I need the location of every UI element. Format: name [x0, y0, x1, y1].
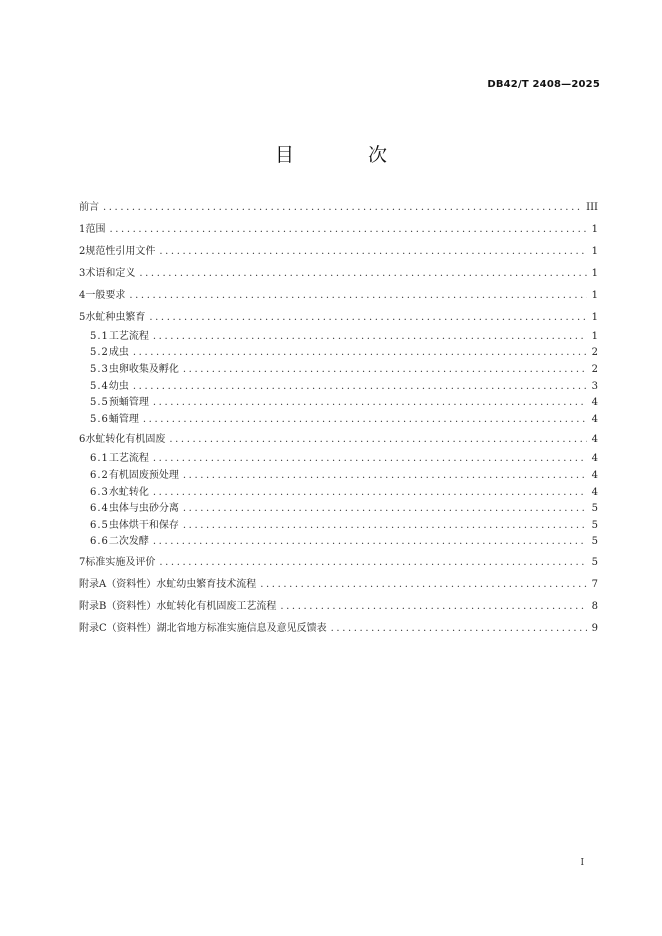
toc-number: 5.4: [90, 381, 109, 392]
toc-leader-dots: [153, 536, 587, 548]
toc-label: 前言: [79, 202, 99, 213]
toc-number: 3: [79, 268, 86, 279]
page-footer-number: I: [580, 858, 584, 868]
toc-number: 5.6: [90, 414, 109, 425]
toc-number: 5.5: [90, 397, 109, 408]
toc-number: 4: [79, 290, 86, 301]
toc-entry-4[interactable]: [79, 290, 598, 302]
toc-page-number: 4: [591, 414, 598, 425]
toc-page-number: 1: [591, 268, 598, 279]
toc-leader-dots: [183, 503, 587, 515]
toc-number: 5.2: [90, 347, 109, 358]
toc-label: 工艺流程: [108, 453, 149, 464]
toc-page-number: 1: [591, 224, 598, 235]
toc-entry-6-1[interactable]: [90, 453, 598, 465]
toc-entry-6-3[interactable]: [90, 487, 598, 499]
toc-leader-dots: [183, 364, 587, 376]
toc-label: 虫体烘干和保存: [108, 520, 179, 531]
toc-page-number: 2: [591, 347, 598, 358]
toc-leader-dots: [143, 414, 587, 426]
toc-entry-5-6[interactable]: [90, 414, 598, 426]
toc-entry-1[interactable]: [79, 224, 598, 236]
toc-number: 7: [79, 557, 86, 568]
toc-entry-6-6[interactable]: [90, 536, 598, 548]
toc-entry-5-3[interactable]: [90, 364, 598, 376]
toc-label: 虫体与虫砂分离: [108, 503, 179, 514]
toc-number: 1: [79, 224, 86, 235]
toc-entry-5-1[interactable]: [90, 331, 598, 343]
toc-label: 二次发酵: [108, 536, 149, 547]
toc-leader-dots: [183, 470, 587, 482]
toc-page-number: 1: [591, 312, 598, 323]
toc-page-number: 9: [591, 623, 598, 634]
page-title: 目 次: [274, 144, 422, 166]
toc-label: 工艺流程: [108, 331, 149, 342]
toc-entry-5-2[interactable]: [90, 347, 598, 359]
toc-label: 水虻转化有机固废工艺流程: [156, 601, 277, 612]
toc-entry-3[interactable]: [79, 268, 598, 280]
toc-label: 湖北省地方标准实施信息及意见反馈表: [156, 623, 327, 634]
toc-page-number: 4: [591, 434, 598, 445]
toc-leader-dots: [331, 623, 587, 635]
toc-page-number: 4: [591, 470, 598, 481]
toc-page-number: 7: [591, 579, 598, 590]
toc-entry-6-5[interactable]: [90, 520, 598, 532]
toc-label: 水虻幼虫繁育技术流程: [156, 579, 257, 590]
toc-page-number: 8: [591, 601, 598, 612]
toc-label: 虫卵收集及孵化: [108, 364, 179, 375]
toc-entry-5-5[interactable]: [90, 397, 598, 409]
toc-label: 蛹管理: [108, 414, 139, 425]
toc-leader-dots: [110, 224, 588, 236]
toc-entry-appendix-a[interactable]: [79, 579, 598, 591]
toc-entry-foreword[interactable]: [79, 202, 598, 214]
toc-leader-dots: [103, 202, 583, 214]
toc-entry-appendix-c[interactable]: [79, 623, 598, 635]
toc-page-number: 5: [591, 536, 598, 547]
toc-leader-dots: [133, 381, 587, 393]
toc-label: 标准实施及评价: [85, 557, 156, 568]
toc-number: 附录B（资料性）: [79, 601, 157, 612]
toc-leader-dots: [133, 347, 587, 359]
toc-number: 5.3: [90, 364, 109, 375]
toc-number: 6.2: [90, 470, 109, 481]
toc-entry-6[interactable]: [79, 434, 598, 446]
toc-leader-dots: [153, 397, 587, 409]
toc-page-number: 4: [591, 453, 598, 464]
toc-entry-5[interactable]: [79, 312, 598, 324]
toc-leader-dots: [183, 520, 587, 532]
toc-label: 幼虫: [108, 381, 129, 392]
toc-entry-5-4[interactable]: [90, 381, 598, 393]
toc-number: 5: [79, 312, 86, 323]
toc-entry-6-2[interactable]: [90, 470, 598, 482]
toc-entry-7[interactable]: [79, 557, 598, 569]
toc-page-number: 5: [591, 520, 598, 531]
toc-number: 6: [79, 434, 86, 445]
toc-number: 附录A（资料性）: [79, 579, 157, 590]
toc-page-number: 5: [591, 503, 598, 514]
toc-label: 水虻转化: [108, 487, 149, 498]
toc-leader-dots: [153, 453, 587, 465]
toc-page-number: 2: [591, 364, 598, 375]
toc-label: 预蛹管理: [108, 397, 149, 408]
toc-number: 2: [79, 246, 86, 257]
toc-leader-dots: [153, 487, 587, 499]
toc-label: 有机固废预处理: [108, 470, 179, 481]
toc-leader-dots: [139, 268, 587, 280]
toc-page-number: 1: [591, 331, 598, 342]
toc-page-number: 1: [591, 290, 598, 301]
toc-page-number: 5: [591, 557, 598, 568]
toc-number: 6.1: [90, 453, 109, 464]
toc-entry-6-4[interactable]: [90, 503, 598, 515]
toc-label: 成虫: [108, 347, 129, 358]
toc-page-number: 4: [591, 487, 598, 498]
toc-number: 6.3: [90, 487, 109, 498]
toc-number: 6.4: [90, 503, 109, 514]
toc-label: 范围: [85, 224, 106, 235]
toc-number: 5.1: [90, 331, 109, 342]
toc-label: 规范性引用文件: [85, 246, 156, 257]
toc-page-number: 3: [591, 381, 598, 392]
toc-number: 6.6: [90, 536, 109, 547]
toc-page-number: 1: [591, 246, 598, 257]
toc-entry-appendix-b[interactable]: [79, 601, 598, 613]
toc-leader-dots: [159, 557, 587, 569]
toc-page-number: 4: [591, 397, 598, 408]
standard-number: DB42/T 2408—2025: [487, 79, 600, 90]
toc-leader-dots: [153, 331, 587, 343]
toc-number: 6.5: [90, 520, 109, 531]
toc-leader-dots: [280, 601, 587, 613]
toc-leader-dots: [149, 312, 587, 324]
toc-leader-dots: [169, 434, 587, 446]
toc-leader-dots: [159, 246, 587, 258]
toc-leader-dots: [129, 290, 587, 302]
toc-page-number: III: [586, 202, 598, 213]
toc-label: 水虻种虫繁育: [85, 312, 146, 323]
toc-entry-2[interactable]: [79, 246, 598, 258]
toc-number: 附录C（资料性）: [79, 623, 157, 634]
toc-label: 水虻转化有机固废: [85, 434, 166, 445]
toc-label: 一般要求: [85, 290, 126, 301]
toc-label: 术语和定义: [85, 268, 136, 279]
toc-leader-dots: [260, 579, 587, 591]
